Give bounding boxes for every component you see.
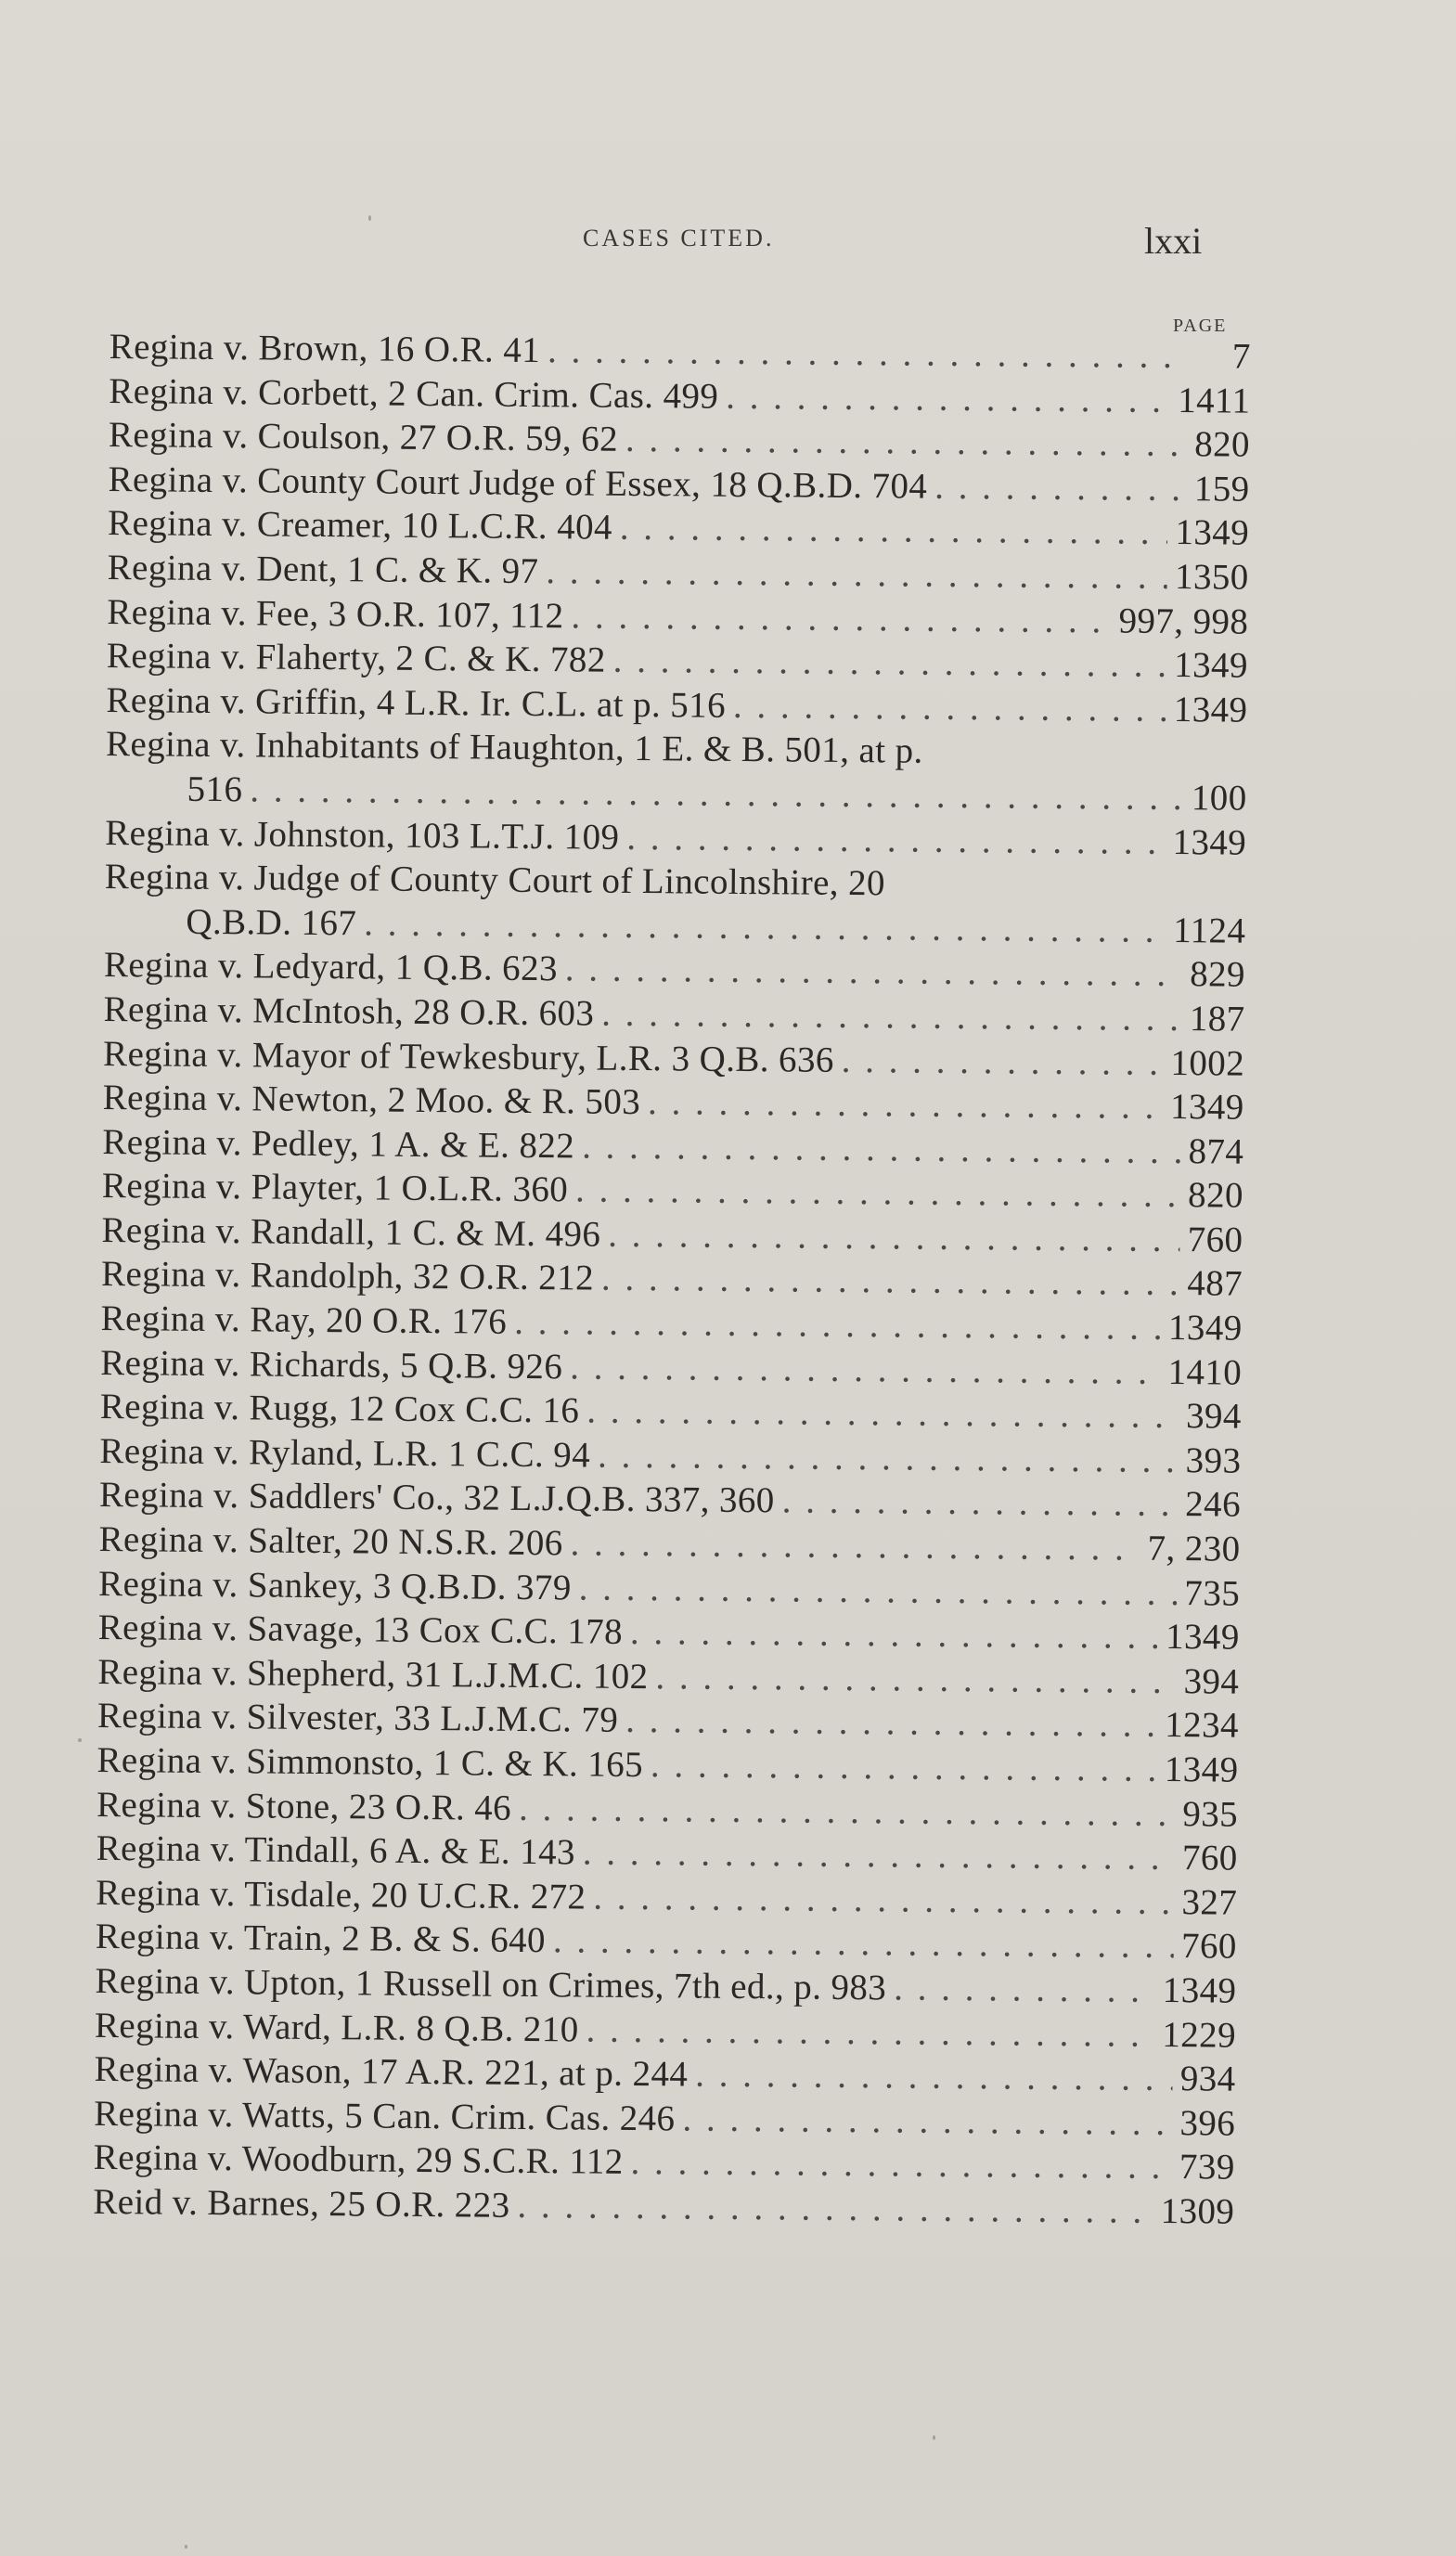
case-citation: Regina v. Rugg, 12 Cox C.C. 16 [99, 1387, 580, 1431]
case-page-ref: 396 [1179, 2102, 1236, 2144]
case-citation: Regina v. Coulson, 27 O.R. 59, 62 [108, 415, 619, 459]
case-page-ref: 327 [1181, 1881, 1238, 1923]
case-citation: Regina v. Randolph, 32 O.R. 212 [100, 1254, 595, 1299]
case-page-ref: 874 [1188, 1130, 1244, 1172]
dot-leader [630, 2140, 1172, 2189]
case-citation: Regina v. Pedley, 1 A. & E. 822 [102, 1121, 575, 1167]
dot-leader [582, 1124, 1181, 1173]
case-citation: Regina v. Judge of County Court of Lincolnshire, 20 [104, 857, 886, 904]
case-citation: Regina v. Flaherty, 2 C. & K. 782 [106, 636, 606, 680]
case-citation: Regina v. Salter, 20 N.S.R. 206 [98, 1518, 563, 1564]
case-citation: Regina v. Upton, 1 Russell on Crimes, 7th ed., p. 983 [95, 1960, 887, 2008]
case-page-ref: 820 [1194, 424, 1251, 465]
case-page-ref: 7, 230 [1147, 1528, 1241, 1569]
case-citation: Q.B.D. 167 [186, 901, 357, 944]
case-page-ref: 1349 [1167, 1308, 1243, 1349]
dot-leader [519, 1787, 1175, 1837]
dot-leader [570, 1345, 1161, 1394]
dot-leader [517, 2184, 1153, 2234]
cases-cited-list [93, 325, 1251, 2234]
dot-leader [726, 374, 1170, 422]
case-page-ref: 760 [1187, 1220, 1243, 1260]
case-citation: Regina v. Corbett, 2 Can. Crim. Cas. 499 [109, 370, 719, 417]
case-citation: Regina v. Fee, 3 O.R. 107, 112 [107, 591, 564, 636]
page-header [0, 220, 1456, 262]
case-citation: Regina v. Sankey, 3 Q.B.D. 379 [97, 1563, 572, 1608]
dot-leader [553, 1919, 1174, 1969]
case-page-ref: 393 [1185, 1440, 1242, 1481]
dot-leader [565, 948, 1182, 997]
case-page-ref: 1002 [1170, 1042, 1245, 1084]
dot-leader [894, 1966, 1155, 2012]
case-citation: 516 [187, 768, 243, 810]
case-citation: Regina v. Wason, 17 A.R. 221, at p. 244 [94, 2049, 689, 2095]
case-page-ref: 1349 [1169, 1087, 1244, 1128]
dot-leader [250, 768, 1184, 820]
case-page-ref: 394 [1183, 1660, 1240, 1702]
case-citation: Regina v. Tisdale, 20 U.C.R. 272 [96, 1872, 586, 1917]
dot-leader [620, 506, 1168, 555]
dot-leader [651, 1743, 1157, 1791]
dot-leader [648, 1080, 1163, 1129]
dot-leader [364, 901, 1166, 952]
case-page-ref: 487 [1187, 1263, 1243, 1305]
case-page-ref: 187 [1189, 999, 1245, 1039]
case-citation: Regina v. Savage, 13 Cox C.C. 178 [97, 1607, 624, 1653]
case-citation: Regina v. Simmonsto, 1 C. & K. 165 [97, 1739, 644, 1786]
dot-leader [598, 1433, 1179, 1482]
dot-leader [626, 815, 1166, 864]
case-citation: Regina v. Ray, 20 O.R. 176 [100, 1298, 508, 1342]
case-page-ref: 935 [1182, 1793, 1239, 1835]
case-page-ref: 1349 [1172, 821, 1247, 863]
case-citation: Regina v. Dent, 1 C. & K. 97 [107, 547, 539, 592]
dot-leader [625, 418, 1187, 467]
case-page-ref: 1309 [1160, 2190, 1235, 2232]
dot-leader [546, 549, 1167, 599]
dot-leader [733, 684, 1166, 732]
case-page-ref: 1350 [1174, 556, 1249, 598]
dot-leader [575, 1168, 1180, 1218]
dot-leader [571, 594, 1111, 643]
dot-leader [625, 1698, 1157, 1748]
case-citation: Regina v. Randall, 1 C. & M. 496 [101, 1209, 601, 1255]
case-citation: Regina v. Ward, L.R. 8 Q.B. 210 [94, 2005, 579, 2050]
dot-leader [655, 1655, 1176, 1703]
case-citation: Regina v. Woodburn, 29 S.C.R. 112 [93, 2137, 624, 2183]
dot-leader [601, 992, 1182, 1041]
dot-leader [570, 1521, 1140, 1570]
case-citation: Regina v. Shepherd, 31 L.J.M.C. 102 [97, 1651, 649, 1697]
case-page-ref: 997, 998 [1118, 600, 1249, 642]
dot-leader [586, 1389, 1179, 1439]
case-citation: Regina v. Inhabitants of Haughton, 1 E. & B. 501, at p. [105, 724, 923, 772]
case-page-ref: 1349 [1162, 1969, 1237, 2011]
dot-leader [514, 1300, 1161, 1350]
case-page-ref: 1349 [1174, 645, 1249, 686]
case-citation: Regina v. Newton, 2 Moo. & R. 503 [102, 1078, 641, 1123]
dot-leader [613, 639, 1167, 688]
case-page-ref: 1124 [1173, 910, 1246, 951]
case-citation: Regina v. McIntosh, 28 O.R. 603 [103, 988, 595, 1034]
case-citation: Regina v. Saddlers' Co., 32 L.J.Q.B. 337, 360 [98, 1475, 775, 1521]
case-page-ref: 1349 [1175, 512, 1250, 554]
case-citation: Regina v. Griffin, 4 L.R. Ir. C.L. at p. 516 [106, 679, 727, 726]
case-citation: Regina v. Watts, 5 Can. Crim. Cas. 246 [93, 2093, 676, 2139]
case-page-ref [923, 763, 979, 764]
case-page-ref: 1349 [1173, 689, 1248, 730]
case-page-ref: 820 [1187, 1175, 1244, 1216]
paper-speck [933, 2435, 935, 2440]
case-citation: Reid v. Barnes, 25 O.R. 223 [93, 2181, 510, 2226]
case-page-ref: 100 [1191, 778, 1247, 819]
paper-speck [185, 2545, 187, 2549]
dot-leader [695, 2053, 1173, 2101]
case-citation: Regina v. Johnston, 103 L.T.J. 109 [105, 812, 620, 858]
paper-speck [368, 215, 371, 221]
dot-leader [842, 1038, 1164, 1085]
case-citation: Regina v. Richards, 5 Q.B. 926 [100, 1342, 563, 1387]
dot-leader [934, 465, 1187, 511]
case-citation: Regina v. County Court Judge of Essex, 18 Q.B.D. 704 [108, 458, 928, 507]
running-head: CASES CITED. [583, 225, 775, 252]
case-citation: Regina v. Tindall, 6 A. & E. 143 [96, 1828, 576, 1873]
case-citation: Regina v. Ledyard, 1 Q.B. 623 [103, 945, 559, 989]
dot-leader [682, 2097, 1172, 2145]
case-page-ref [885, 895, 941, 896]
case-page-ref: 735 [1184, 1572, 1241, 1614]
page-number: lxxi [1144, 220, 1203, 262]
case-citation: Regina v. Creamer, 10 L.C.R. 404 [107, 503, 613, 549]
paper-speck [78, 1738, 82, 1742]
case-page-ref: 1349 [1165, 1617, 1240, 1658]
case-page-ref: 1229 [1162, 2014, 1237, 2056]
case-entry [93, 2180, 1234, 2234]
dot-leader [601, 1257, 1179, 1306]
page-column-label: PAGE [1173, 316, 1228, 336]
dot-leader [578, 1566, 1177, 1615]
case-page-ref: 394 [1185, 1396, 1242, 1437]
case-page-ref: 1410 [1167, 1351, 1243, 1393]
case-citation: Regina v. Train, 2 B. & S. 640 [95, 1917, 547, 1961]
dot-leader [586, 2007, 1154, 2057]
case-page-ref: 1234 [1165, 1705, 1240, 1747]
case-citation: Regina v. Silvester, 33 L.J.M.C. 79 [97, 1696, 619, 1741]
case-page-ref: 7 [1231, 336, 1251, 377]
case-page-ref: 159 [1193, 468, 1250, 510]
case-page-ref: 1411 [1177, 380, 1251, 421]
dot-leader [630, 1610, 1158, 1659]
case-page-ref: 760 [1181, 1838, 1238, 1878]
case-citation: Regina v. Brown, 16 O.R. 41 [109, 326, 541, 371]
case-citation: Regina v. Mayor of Tewkesbury, L.R. 3 Q.B. 636 [102, 1033, 834, 1080]
case-page-ref: 934 [1179, 2059, 1236, 2099]
case-citation: Regina v. Stone, 23 O.R. 46 [96, 1784, 512, 1828]
dot-leader [593, 1875, 1174, 1924]
dot-leader [608, 1213, 1180, 1262]
dot-leader [548, 329, 1188, 379]
case-page-ref: 246 [1185, 1484, 1242, 1526]
case-page-ref: 739 [1179, 2147, 1235, 2188]
case-page-ref: 829 [1190, 954, 1246, 996]
dot-leader [781, 1479, 1178, 1527]
case-page-ref: 1349 [1164, 1749, 1239, 1790]
dot-leader [583, 1831, 1175, 1880]
case-page-ref: 760 [1180, 1926, 1237, 1968]
case-citation: Regina v. Ryland, L.R. 1 C.C. 94 [99, 1430, 591, 1476]
case-citation: Regina v. Playter, 1 O.L.R. 360 [101, 1166, 569, 1210]
